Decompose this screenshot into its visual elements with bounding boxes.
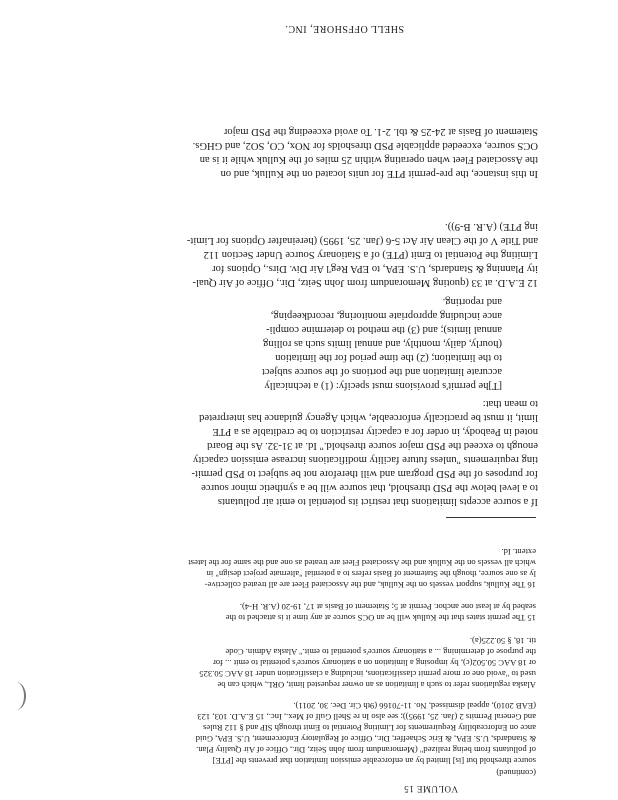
block-quote-line: accurate limitation and the portions of the source subject	[261, 366, 502, 377]
body-line: the Associated Fleet when operating within 25 miles of the Kulluk while it is an	[199, 154, 538, 165]
scan-artifact-mark	[6, 682, 26, 710]
footnote-line: and General Permits 2 (Jan. 25, 1995)); see also In re Shell Gulf of Mex., Inc., 15 E.A.D. 103, 123	[197, 712, 536, 722]
body-line: Statement of Basis at 24-25 & tbl. 2-1. To avoid exceeding the PSD major	[223, 126, 538, 137]
body-line: enough to exceed the PSD major source threshold." Id. at 31-32. As the Board	[207, 440, 538, 451]
footnote-line: of pollutants from being realized" (Memorandum from John Seitz, Dir., Office of Air Quality Plan.	[196, 745, 536, 755]
footnote-line: & Standards, U.S. EPA, & Eric Schaeffer, Dir., Office of Regulatory Enforcement, U.S. EPA, Guid	[195, 734, 536, 744]
footnote-line: (EAB 2010), appeal dismissed, No. 11-70166 (9th Cir. Dec. 30, 2011).	[293, 701, 536, 711]
block-quote-line: and reporting.	[442, 296, 502, 307]
footnote-15-line: seabed by at least one anchor. Permit at 5; Statement of Basis at 17, 19-20 (A.R. H-4).	[239, 602, 536, 612]
body-line: If a source accepts limitations that restrict its potential to emit air pollutants	[217, 496, 538, 507]
footnote-line: Alaska regulations refer to such a limitation as an owner requested limit, ORL, which can be	[217, 680, 536, 690]
running-header	[404, 784, 458, 794]
volume-label: VOLUME 15	[403, 784, 458, 794]
footnote-15: 15 The permit states that the Kulluk will be an OCS source at any time it is attached to the	[225, 613, 536, 623]
body-line: In this instance, the pre-permit PTE for units located on the Kulluk, and on	[220, 168, 538, 179]
block-quote-line: ance including appropriate monitoring, recordkeeping,	[270, 310, 502, 321]
footnote-16-line: which all vessels on the Kulluk and the Associated Fleet are treated as one and the same for the latest	[188, 558, 536, 568]
body-line: noted in Peabody, in order for a capacity restriction to be creditable as a PTE	[212, 426, 538, 437]
footnote-line: tit. 18, § 50.225(a).	[469, 636, 536, 646]
body-line: 12 E.A.D. at 33 (quoting Memorandum from John Seitz, Dir., Office of Air Qual-	[192, 277, 538, 288]
body-line: ting requirements "unless future facility modifications increase emission capacity	[193, 454, 538, 465]
block-quote-line: to the limitation; (2) the time period for the limitation	[275, 352, 502, 363]
block-quote-line: annual limits); and (3) the method to determine compli-	[266, 324, 502, 335]
footnote-line: the purpose of determining ... a stationary source's potential to emit." Alaska Admin. Code	[225, 647, 536, 657]
body-line: Limiting the Potential to Emit (PTE) of a Stationary Source Under Section 112	[203, 249, 538, 260]
body-line: ing PTE) (A.R. B-9)).	[445, 221, 538, 232]
body-line: limit, it must be practically enforceable, which Agency guidance has interpreted	[199, 412, 538, 423]
footnote-16: 16 The Kulluk, support vessels on the Kulluk, and the Associated Fleet are all treated collective-	[204, 580, 536, 590]
body-line: OCS source, exceeded applicable PSD thresholds for NOx, CO, SO2, and GHGs.	[192, 140, 538, 151]
footnote-continued-label: (continued)	[496, 768, 536, 778]
footnote-line: source threshold but [is] limited by an enforceable emission limitation that prevents the [PTE]	[212, 756, 536, 766]
body-line: and Title V of the Clean Air Act 5-6 (Jan. 25, 1995) (hereinafter Options for Limit-	[186, 235, 538, 246]
block-quote-line: (hourly, daily, monthly, and annual limits such as rolling	[263, 338, 502, 349]
footnote-16-line: ly as one source, though the Statement of Basis refers to a potential "alternate project design" in	[206, 569, 536, 579]
block-quote-line: [T]he permit's provisions must specify: (1) a technically	[264, 380, 502, 391]
footnote-16-line: extent. Id.	[501, 547, 536, 557]
footnote-line: or 18 AAC 50.502(c), by imposing a limitation on a stationary source's potential to emit ... for	[212, 658, 536, 668]
body-line: to a level below the PSD threshold, that source will be a synthetic minor source	[201, 482, 538, 493]
body-line: to mean that:	[482, 398, 538, 409]
footnote-separator	[446, 517, 536, 518]
body-line: for purposes of the PSD program and will therefore not be subject to PSD permit-	[191, 468, 538, 479]
body-line: ity Planning & Standards, U.S. EPA, to EPA Reg'l Air Div. Dirs., Options for	[212, 263, 538, 274]
footnote-line: ance on Enforceability Requirements for Limiting Potential to Emit through SIP and § 112 Rules	[202, 723, 536, 733]
running-footer: SHELL OFFSHORE, INC.	[284, 23, 404, 34]
footnote-line: used to "avoid one or more permit classifications, including a classification under 18 AAC 50.325	[199, 669, 536, 679]
